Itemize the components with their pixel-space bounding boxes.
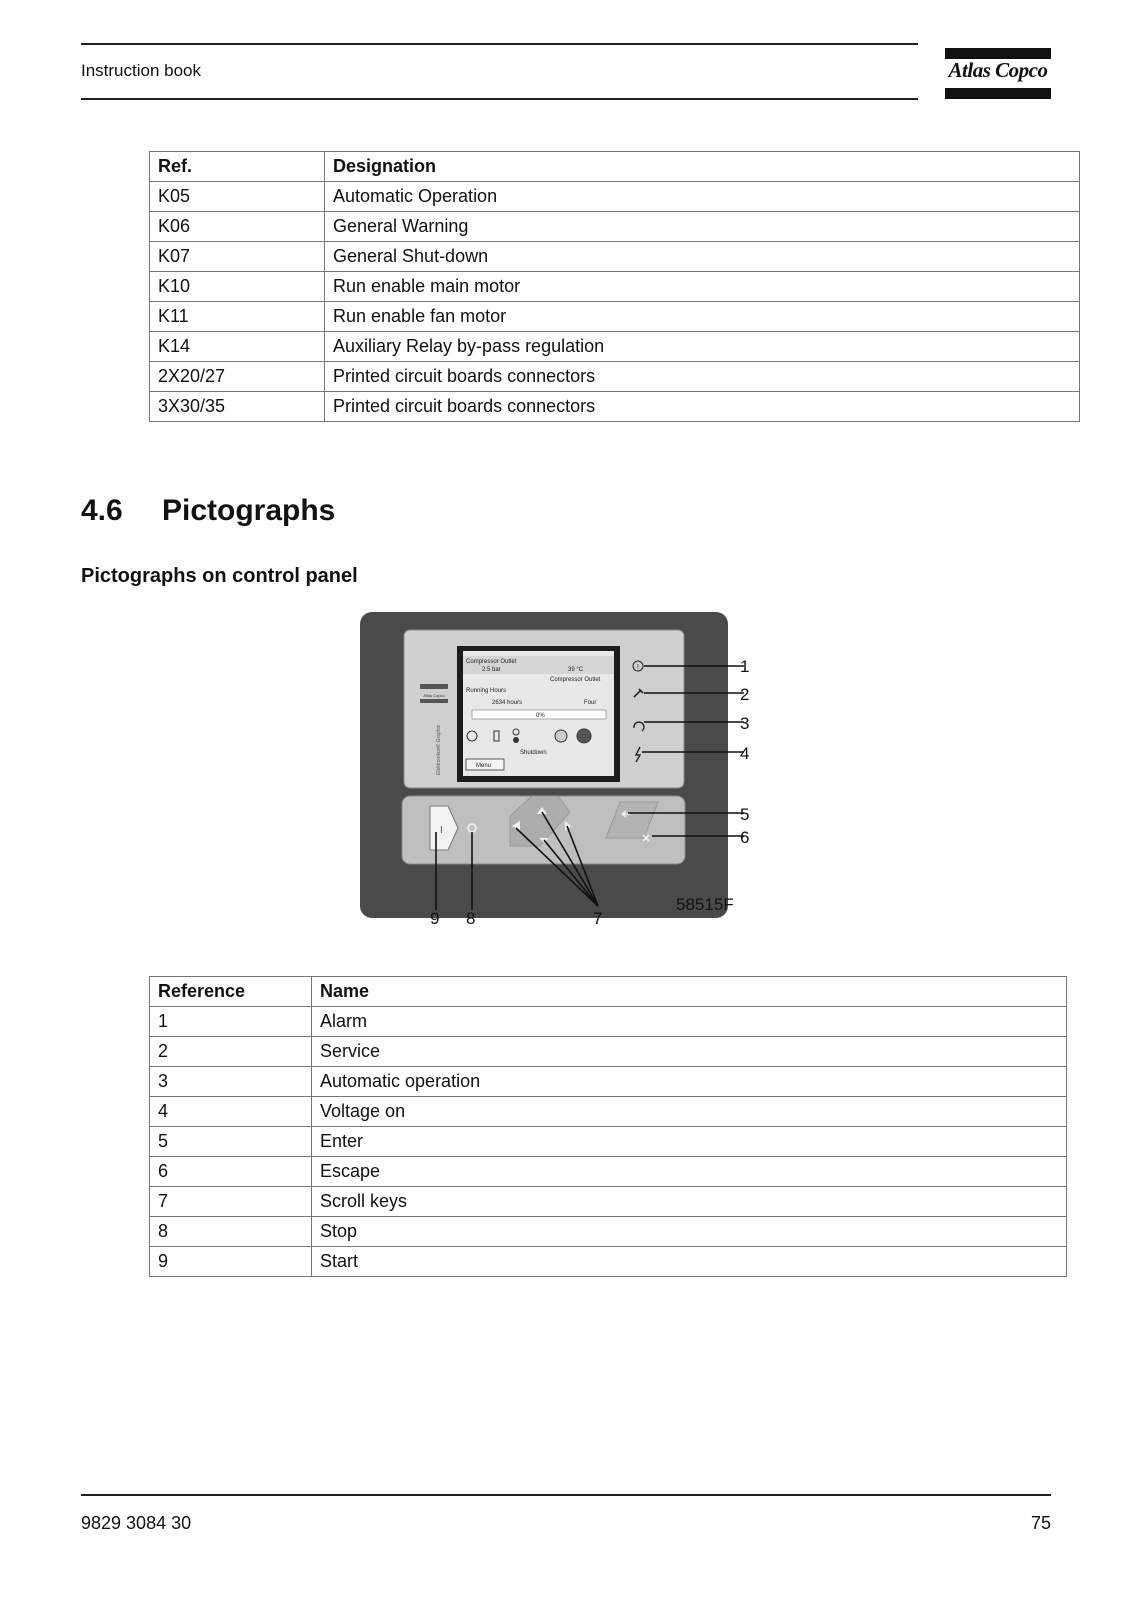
callout-7: 7: [593, 909, 603, 928]
screen-status-text: Shutdown: [520, 750, 547, 756]
designation-cell: General Warning: [325, 212, 1080, 242]
name-cell: Service: [312, 1037, 1067, 1067]
name-cell: Escape: [312, 1157, 1067, 1187]
name-cell: Enter: [312, 1127, 1067, 1157]
ref-cell: K14: [150, 332, 325, 362]
reference-cell: 6: [150, 1157, 312, 1187]
callout-8: 8: [466, 909, 476, 928]
table-row: [150, 242, 1080, 272]
callout-3: 3: [740, 714, 750, 733]
screen-outlet-label: Compressor Outlet: [466, 659, 517, 665]
callout-2: 2: [740, 685, 750, 704]
designation-table: [149, 151, 1080, 422]
column-header-ref: Ref.: [150, 152, 325, 182]
table-row: [150, 1007, 1067, 1037]
table-row: [150, 1097, 1067, 1127]
screen-motor-icon: [513, 737, 519, 743]
ref-cell: 3X30/35: [150, 392, 325, 422]
logo-bottom-bar: [945, 88, 1051, 99]
name-cell: Scroll keys: [312, 1187, 1067, 1217]
document-number: 9829 3084 30: [81, 1513, 192, 1533]
designation-cell: General Shut-down: [325, 242, 1080, 272]
footer-rule: [81, 1494, 1051, 1496]
screen-percent: 0%: [536, 713, 545, 719]
panel-brand-bar-2: [420, 699, 448, 703]
table-row: [150, 1067, 1067, 1097]
name-cell: Automatic operation: [312, 1067, 1067, 1097]
header-bottom-rule: [81, 98, 918, 100]
reference-cell: 5: [150, 1127, 312, 1157]
alarm-icon-mark: !: [637, 664, 639, 671]
table-row: [150, 212, 1080, 242]
reference-cell: 7: [150, 1187, 312, 1217]
table-row: [150, 1157, 1067, 1187]
screen-outlet-value: 2.5 bar: [482, 667, 501, 673]
table-row: [150, 1247, 1067, 1277]
table-header-row: [150, 152, 1080, 182]
callout-6: 6: [740, 828, 750, 847]
callout-1: 1: [740, 657, 750, 676]
figure-id: 58515F: [676, 895, 734, 914]
callout-5: 5: [740, 805, 750, 824]
designation-cell: Printed circuit boards connectors: [325, 392, 1080, 422]
name-cell: Start: [312, 1247, 1067, 1277]
reference-cell: 9: [150, 1247, 312, 1277]
designation-cell: Run enable main motor: [325, 272, 1080, 302]
table-row: [150, 1217, 1067, 1247]
table-row: [150, 302, 1080, 332]
ref-cell: K11: [150, 302, 325, 332]
panel-side-label: Elektronikon® Graphic: [436, 724, 442, 775]
header-top-rule: [81, 43, 918, 45]
screen-temp-label: Compressor Outlet: [550, 677, 601, 683]
table-row: [150, 272, 1080, 302]
screen-menu-label: Menu: [476, 763, 492, 769]
name-cell: Alarm: [312, 1007, 1067, 1037]
reference-cell: 3: [150, 1067, 312, 1097]
ref-cell: K10: [150, 272, 325, 302]
section-number: 4.6: [81, 494, 123, 527]
column-header-name: Name: [312, 977, 1067, 1007]
designation-cell: Automatic Operation: [325, 182, 1080, 212]
ref-cell: K06: [150, 212, 325, 242]
control-panel-figure: [360, 600, 780, 952]
column-header-reference: Reference: [150, 977, 312, 1007]
screen-hours-label: Running Hours: [466, 688, 507, 694]
callout-4: 4: [740, 744, 750, 763]
start-symbol: I: [440, 825, 443, 836]
ref-cell: K05: [150, 182, 325, 212]
designation-cell: Run enable fan motor: [325, 302, 1080, 332]
section-title: Pictographs: [162, 494, 336, 527]
screen-gauge-icon: [555, 730, 567, 742]
section-subtitle: Pictographs on control panel: [81, 565, 358, 587]
table-row: [150, 182, 1080, 212]
designation-cell: Auxiliary Relay by-pass regulation: [325, 332, 1080, 362]
table-row: [150, 392, 1080, 422]
table-row: [150, 1037, 1067, 1067]
atlas-copco-logo: Atlas Copco: [948, 58, 1048, 82]
page-number: 75: [1030, 1513, 1051, 1533]
callout-9: 9: [430, 909, 440, 928]
ref-cell: K07: [150, 242, 325, 272]
screen-hours-value: 2634 hours: [492, 700, 523, 706]
reference-cell: 8: [150, 1217, 312, 1247]
table-row: [150, 1127, 1067, 1157]
table-row: [150, 362, 1080, 392]
reference-cell: 4: [150, 1097, 312, 1127]
reference-cell: 1: [150, 1007, 312, 1037]
screen-status-icon: [577, 729, 591, 743]
column-header-designation: Designation: [325, 152, 1080, 182]
ref-cell: 2X20/27: [150, 362, 325, 392]
reference-cell: 2: [150, 1037, 312, 1067]
name-cell: Voltage on: [312, 1097, 1067, 1127]
name-cell: Stop: [312, 1217, 1067, 1247]
designation-cell: Printed circuit boards connectors: [325, 362, 1080, 392]
table-row: [150, 332, 1080, 362]
screen-temp-value: 39 °C: [568, 667, 584, 673]
table-row: [150, 1187, 1067, 1217]
panel-brand-bar: [420, 684, 448, 689]
table-header-row: [150, 977, 1067, 1007]
pictograph-name-table: [149, 976, 1067, 1277]
screen-hours-extra: Four: [584, 700, 597, 706]
panel-brand-text: Atlas Copco: [423, 693, 445, 698]
header-title: Instruction book: [81, 61, 202, 80]
